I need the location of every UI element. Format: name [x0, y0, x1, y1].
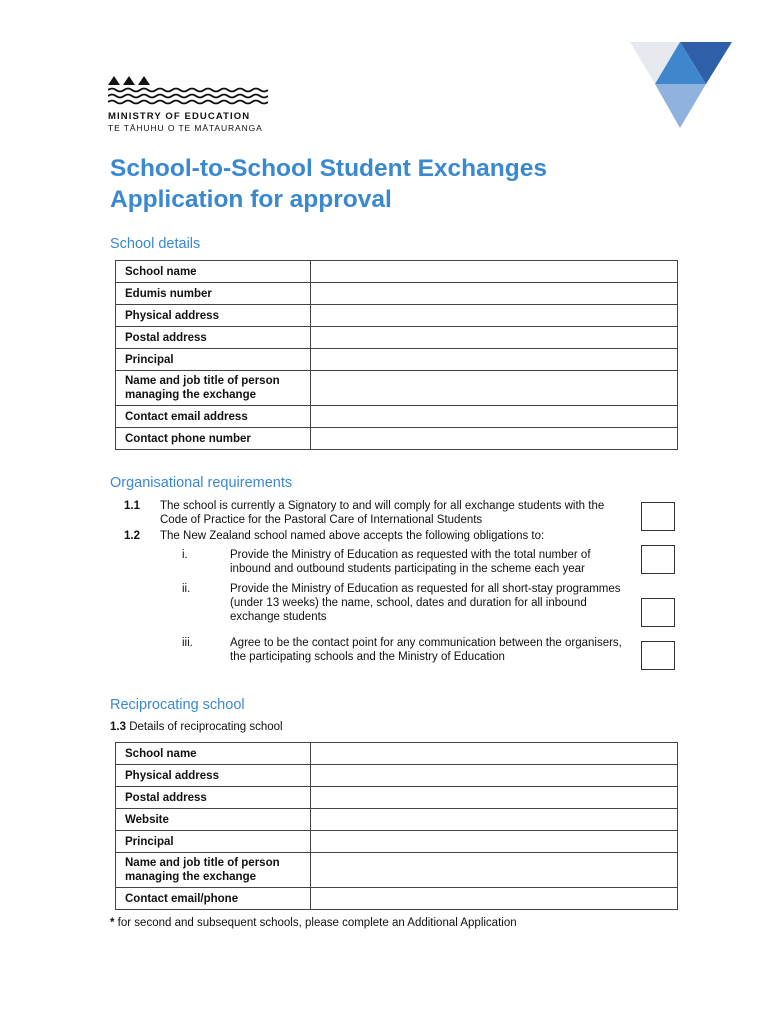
exchange-manager-field[interactable] [311, 371, 678, 406]
checkbox-iii[interactable] [641, 641, 675, 670]
table-row [116, 743, 678, 765]
item-text: The school is currently a Signatory to and will comply for all exchange students with the Code of Practice for the Pastoral Care of International Students [160, 500, 605, 526]
postal-address-field[interactable] [311, 327, 678, 349]
school-details-heading: School details [110, 236, 201, 252]
row-label: School name [116, 743, 311, 765]
ministry-logo [108, 74, 278, 133]
koru-wave-logo-icon [108, 74, 268, 108]
row-label: Physical address [116, 765, 311, 787]
physical-address-field[interactable] [311, 305, 678, 327]
row-label: Contact phone number [116, 428, 311, 450]
corner-triangle-icon [628, 42, 736, 130]
row-label: Postal address [116, 327, 311, 349]
row-label: Website [116, 809, 311, 831]
ministry-maori-name: TE TĀHUHU O TE MĀTAURANGA [108, 123, 263, 133]
edumis-number-field[interactable] [311, 283, 678, 305]
table-row [116, 283, 678, 305]
contact-phone-field[interactable] [311, 428, 678, 450]
row-label: Postal address [116, 787, 311, 809]
table-row [116, 371, 678, 406]
footnote [110, 917, 517, 929]
table-row [116, 888, 678, 910]
school-details-table [115, 260, 678, 450]
recip-postal-address-field[interactable] [311, 787, 678, 809]
checkbox-1-1[interactable] [641, 502, 675, 531]
reciprocating-subheading [110, 721, 283, 733]
row-label: Physical address [116, 305, 311, 327]
contact-email-field[interactable] [311, 406, 678, 428]
item-number: iii. [182, 637, 193, 649]
recip-principal-field[interactable] [311, 831, 678, 853]
principal-field[interactable] [311, 349, 678, 371]
table-row [116, 327, 678, 349]
table-row [116, 406, 678, 428]
table-row [116, 428, 678, 450]
row-label: Principal [116, 349, 311, 371]
requirements-list [110, 499, 680, 664]
title-line-2: Application for approval [110, 186, 392, 213]
row-label: Name and job title of person managing the exchange [116, 853, 311, 888]
item-text: Provide the Ministry of Education as requested with the total number of inbound and outbound students participating in the scheme each year [230, 549, 591, 575]
table-row [116, 765, 678, 787]
item-text: Agree to be the contact point for any communication between the organisers, the participating schools and the Ministry of Education [230, 637, 622, 663]
table-row [116, 831, 678, 853]
sub-number: 1.3 [110, 721, 126, 733]
table-row [116, 787, 678, 809]
row-label: Contact email address [116, 406, 311, 428]
recip-physical-address-field[interactable] [311, 765, 678, 787]
list-item [110, 499, 680, 527]
footnote-text: for second and subsequent schools, please complete an Additional Application [114, 917, 517, 929]
row-label: Principal [116, 831, 311, 853]
table-row [116, 853, 678, 888]
organisational-heading: Organisational requirements [110, 475, 293, 491]
checkbox-ii[interactable] [641, 598, 675, 627]
list-item [110, 636, 680, 664]
row-label: Contact email/phone [116, 888, 311, 910]
recip-school-name-field[interactable] [311, 743, 678, 765]
row-label: School name [116, 261, 311, 283]
item-number: i. [182, 549, 188, 561]
item-text: The New Zealand school named above accepts the following obligations to: [160, 530, 545, 542]
table-row [116, 261, 678, 283]
reciprocating-table [115, 742, 678, 910]
row-label: Edumis number [116, 283, 311, 305]
table-row [116, 349, 678, 371]
item-number: 1.2 [124, 530, 140, 542]
checkbox-i[interactable] [641, 545, 675, 574]
recip-exchange-manager-field[interactable] [311, 853, 678, 888]
reciprocating-heading: Reciprocating school [110, 697, 245, 713]
list-item [110, 582, 680, 624]
page-title [110, 153, 547, 215]
list-item [110, 548, 680, 576]
item-text: Provide the Ministry of Education as requested for all short-stay programmes (under 13 weeks) the name, school, dates and duration for all inbound exchange students [230, 583, 621, 623]
sub-text: Details of reciprocating school [126, 721, 283, 733]
school-name-field[interactable] [311, 261, 678, 283]
recip-website-field[interactable] [311, 809, 678, 831]
title-line-1: School-to-School Student Exchanges [110, 155, 547, 182]
ministry-name: MINISTRY OF EDUCATION [108, 111, 251, 122]
table-row [116, 305, 678, 327]
item-number: 1.1 [124, 500, 140, 512]
row-label: Name and job title of person managing the exchange [116, 371, 311, 406]
list-item [110, 529, 680, 543]
footnote-star: * [110, 917, 115, 929]
recip-contact-field[interactable] [311, 888, 678, 910]
item-number: ii. [182, 583, 191, 595]
table-row [116, 809, 678, 831]
